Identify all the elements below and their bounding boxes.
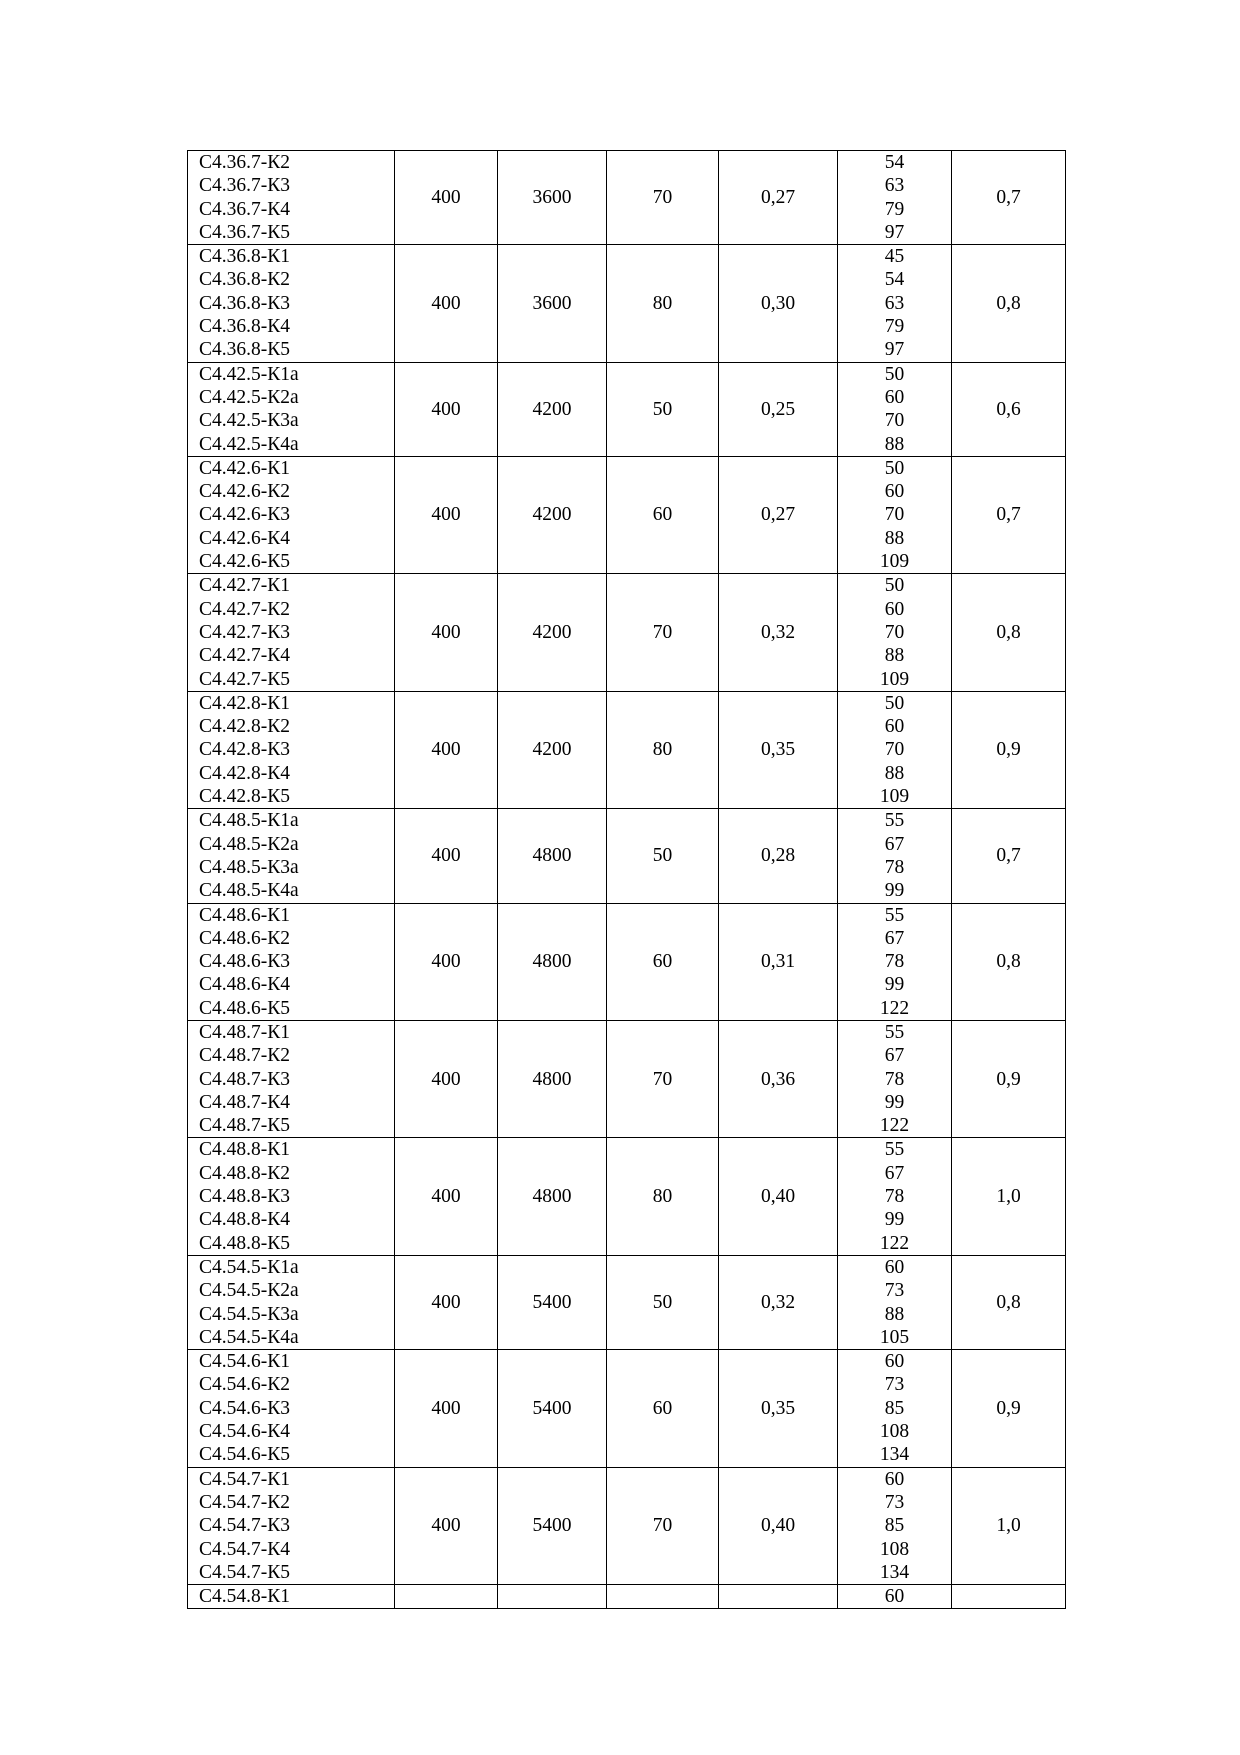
load-value: 73 — [884, 1491, 905, 1513]
cell-b: 4200 — [498, 362, 607, 456]
cell-a: 400 — [395, 903, 498, 1020]
load-value: 67 — [884, 1162, 905, 1184]
mark-code: С4.36.7-К4 — [199, 198, 291, 220]
cell-marks — [188, 1020, 395, 1137]
cell-d: 0,32 — [719, 574, 838, 691]
table-row — [188, 1350, 1066, 1467]
load-value: 55 — [884, 1021, 905, 1043]
cell-loads — [838, 456, 952, 573]
cell-marks — [188, 574, 395, 691]
cell-b: 5400 — [498, 1255, 607, 1349]
cell-loads — [838, 151, 952, 245]
table-row — [188, 903, 1066, 1020]
cell-a: 400 — [395, 809, 498, 903]
load-value: 108 — [879, 1421, 910, 1443]
mark-code: С4.42.5-К2а — [199, 386, 299, 408]
load-value: 99 — [884, 1209, 905, 1231]
cell-c: 80 — [607, 691, 719, 808]
load-value: 88 — [884, 433, 905, 455]
load-value: 73 — [884, 1280, 905, 1302]
cell-b — [498, 1585, 607, 1609]
load-value: 99 — [884, 1091, 905, 1113]
load-value: 134 — [879, 1561, 910, 1583]
cell-loads — [838, 1138, 952, 1255]
load-value: 70 — [884, 410, 905, 432]
cell-marks — [188, 362, 395, 456]
cell-d: 0,32 — [719, 1255, 838, 1349]
mark-code: С4.54.7-К5 — [199, 1561, 291, 1583]
load-value: 78 — [884, 951, 905, 973]
mark-code: С4.48.7-К3 — [199, 1068, 291, 1090]
load-value: 97 — [884, 221, 905, 243]
load-value: 60 — [884, 1468, 905, 1490]
load-value: 67 — [884, 1045, 905, 1067]
cell-a: 400 — [395, 1467, 498, 1584]
cell-a: 400 — [395, 691, 498, 808]
cell-loads — [838, 362, 952, 456]
cell-c: 50 — [607, 1255, 719, 1349]
load-value: 78 — [884, 1068, 905, 1090]
cell-c — [607, 1585, 719, 1609]
cell-f — [952, 1585, 1066, 1609]
cell-c: 80 — [607, 245, 719, 362]
table-row — [188, 1255, 1066, 1349]
mark-code: С4.48.6-К3 — [199, 951, 291, 973]
cell-loads — [838, 245, 952, 362]
cell-a: 400 — [395, 1020, 498, 1137]
cell-d — [719, 1585, 838, 1609]
load-value: 79 — [884, 316, 905, 338]
mark-code: С4.42.5-К1а — [199, 363, 299, 385]
mark-code: С4.48.5-К2а — [199, 833, 299, 855]
cell-d: 0,31 — [719, 903, 838, 1020]
mark-code: С4.42.7-К5 — [199, 668, 291, 690]
cell-loads — [838, 691, 952, 808]
cell-b: 4800 — [498, 1020, 607, 1137]
load-value: 99 — [884, 880, 905, 902]
cell-a: 400 — [395, 1138, 498, 1255]
cell-a: 400 — [395, 456, 498, 573]
load-value: 67 — [884, 833, 905, 855]
mark-code: С4.54.6-К4 — [199, 1421, 291, 1443]
mark-code: С4.36.8-К3 — [199, 292, 291, 314]
load-value: 45 — [884, 246, 905, 268]
table-row — [188, 456, 1066, 573]
mark-code: С4.48.6-К1 — [199, 904, 291, 926]
cell-c: 60 — [607, 1350, 719, 1467]
mark-code: С4.54.7-К4 — [199, 1538, 291, 1560]
cell-a: 400 — [395, 574, 498, 691]
cell-marks — [188, 1467, 395, 1584]
cell-f: 0,8 — [952, 1255, 1066, 1349]
load-value: 55 — [884, 904, 905, 926]
load-value: 54 — [884, 152, 905, 173]
mark-code: С4.48.8-К4 — [199, 1209, 291, 1231]
load-value: 109 — [879, 551, 910, 573]
cell-marks — [188, 809, 395, 903]
table-row — [188, 1138, 1066, 1255]
load-value: 105 — [879, 1326, 910, 1348]
table-row — [188, 245, 1066, 362]
cell-a: 400 — [395, 1255, 498, 1349]
cell-b: 3600 — [498, 245, 607, 362]
load-value: 78 — [884, 856, 905, 878]
mark-code: С4.36.8-К4 — [199, 316, 291, 338]
load-value: 109 — [879, 786, 910, 808]
mark-code: С4.42.6-К3 — [199, 504, 291, 526]
cell-d: 0,36 — [719, 1020, 838, 1137]
mark-code: С4.48.5-К1а — [199, 810, 299, 832]
mark-code: С4.54.7-К3 — [199, 1515, 291, 1537]
cell-b: 3600 — [498, 151, 607, 245]
cell-f: 1,0 — [952, 1467, 1066, 1584]
cell-f: 0,7 — [952, 151, 1066, 245]
cell-a: 400 — [395, 362, 498, 456]
load-value: 97 — [884, 339, 905, 361]
mark-code: С4.36.8-К1 — [199, 246, 291, 268]
mark-code: С4.42.7-К2 — [199, 598, 291, 620]
cell-a: 400 — [395, 151, 498, 245]
cell-c: 70 — [607, 1467, 719, 1584]
mark-code: С4.42.6-К2 — [199, 481, 291, 503]
load-value: 79 — [884, 198, 905, 220]
mark-code: С4.48.7-К2 — [199, 1045, 291, 1067]
load-value: 85 — [884, 1397, 905, 1419]
load-value: 109 — [879, 668, 910, 690]
load-value: 85 — [884, 1515, 905, 1537]
mark-code: С4.42.8-К3 — [199, 739, 291, 761]
cell-loads — [838, 809, 952, 903]
load-value: 50 — [884, 575, 905, 597]
load-value: 73 — [884, 1374, 905, 1396]
cell-c: 80 — [607, 1138, 719, 1255]
cell-f: 0,8 — [952, 574, 1066, 691]
mark-code: С4.48.7-К5 — [199, 1115, 291, 1137]
mark-code: С4.54.5-К3а — [199, 1303, 299, 1325]
load-value: 60 — [884, 598, 905, 620]
cell-loads — [838, 1585, 952, 1609]
mark-code: С4.48.8-К1 — [199, 1139, 291, 1161]
mark-code: С4.54.6-К2 — [199, 1374, 291, 1396]
mark-code: С4.54.6-К3 — [199, 1397, 291, 1419]
load-value: 60 — [884, 1256, 905, 1278]
cell-f: 0,8 — [952, 903, 1066, 1020]
load-value: 88 — [884, 645, 905, 667]
mark-code: С4.48.6-К5 — [199, 997, 291, 1019]
load-value: 60 — [884, 716, 905, 738]
mark-code: С4.36.7-К2 — [199, 152, 291, 173]
cell-f: 0,8 — [952, 245, 1066, 362]
load-value: 50 — [884, 692, 905, 714]
load-value: 60 — [884, 386, 905, 408]
cell-loads — [838, 1020, 952, 1137]
mark-code: С4.48.7-К4 — [199, 1091, 291, 1113]
mark-code: С4.48.8-К3 — [199, 1186, 291, 1208]
cell-f: 0,6 — [952, 362, 1066, 456]
mark-code: С4.54.6-К5 — [199, 1444, 291, 1466]
load-value: 63 — [884, 175, 905, 197]
mark-code: С4.54.7-К2 — [199, 1491, 291, 1513]
mark-code: С4.42.8-К4 — [199, 762, 291, 784]
mark-code: С4.48.5-К4а — [199, 880, 299, 902]
cell-c: 50 — [607, 809, 719, 903]
cell-f: 0,9 — [952, 1020, 1066, 1137]
cell-a: 400 — [395, 1350, 498, 1467]
load-value: 134 — [879, 1444, 910, 1466]
mark-code: С4.48.6-К4 — [199, 974, 291, 996]
load-value: 70 — [884, 739, 905, 761]
mark-code: С4.48.8-К2 — [199, 1162, 291, 1184]
load-value: 70 — [884, 621, 905, 643]
load-value: 50 — [884, 363, 905, 385]
cell-c: 60 — [607, 903, 719, 1020]
mark-code: С4.48.5-К3а — [199, 856, 299, 878]
document-page — [187, 150, 1065, 1609]
cell-f: 0,7 — [952, 456, 1066, 573]
cell-d: 0,40 — [719, 1467, 838, 1584]
mark-code: С4.42.5-К4а — [199, 433, 299, 455]
cell-d: 0,30 — [719, 245, 838, 362]
table-row — [188, 151, 1066, 245]
mark-code: С4.42.6-К4 — [199, 527, 291, 549]
cell-c: 50 — [607, 362, 719, 456]
mark-code: С4.54.6-К1 — [199, 1351, 291, 1373]
cell-d: 0,27 — [719, 151, 838, 245]
cell-marks — [188, 151, 395, 245]
cell-loads — [838, 903, 952, 1020]
mark-code: С4.42.7-К1 — [199, 575, 291, 597]
cell-marks — [188, 456, 395, 573]
mark-code: С4.48.7-К1 — [199, 1021, 291, 1043]
cell-d: 0,35 — [719, 691, 838, 808]
load-value: 122 — [879, 1232, 910, 1254]
mark-code: С4.36.7-К3 — [199, 175, 291, 197]
load-value: 108 — [879, 1538, 910, 1560]
table-row — [188, 1467, 1066, 1584]
cell-b: 4800 — [498, 1138, 607, 1255]
mark-code: С4.42.6-К5 — [199, 551, 291, 573]
cell-marks — [188, 691, 395, 808]
cell-c: 70 — [607, 574, 719, 691]
mark-code: С4.54.5-К2а — [199, 1280, 299, 1302]
load-value: 122 — [879, 1115, 910, 1137]
cell-d: 0,40 — [719, 1138, 838, 1255]
table-row — [188, 1585, 1066, 1609]
mark-code: С4.54.7-К1 — [199, 1468, 291, 1490]
cell-marks — [188, 1585, 395, 1609]
load-value: 70 — [884, 504, 905, 526]
mark-code: С4.42.7-К3 — [199, 621, 291, 643]
cell-loads — [838, 1467, 952, 1584]
mark-code: С4.42.8-К2 — [199, 716, 291, 738]
load-value: 55 — [884, 1139, 905, 1161]
mark-code: С4.54.5-К1а — [199, 1256, 299, 1278]
cell-marks — [188, 1350, 395, 1467]
cell-marks — [188, 1138, 395, 1255]
cell-b: 4800 — [498, 903, 607, 1020]
mark-code: С4.42.5-К3а — [199, 410, 299, 432]
mark-code: С4.36.7-К5 — [199, 221, 291, 243]
cell-a: 400 — [395, 245, 498, 362]
cell-b: 4800 — [498, 809, 607, 903]
load-value: 122 — [879, 997, 910, 1019]
mark-code: С4.48.6-К2 — [199, 927, 291, 949]
load-value: 54 — [884, 269, 905, 291]
load-value: 60 — [884, 1351, 905, 1373]
cell-loads — [838, 1255, 952, 1349]
cell-b: 4200 — [498, 574, 607, 691]
load-value: 60 — [884, 1586, 905, 1608]
cell-c: 70 — [607, 151, 719, 245]
mark-code: С4.54.5-К4а — [199, 1326, 299, 1348]
load-value: 99 — [884, 974, 905, 996]
cell-f: 0,9 — [952, 1350, 1066, 1467]
table-row — [188, 809, 1066, 903]
mark-code: С4.48.8-К5 — [199, 1232, 291, 1254]
cell-f: 0,7 — [952, 809, 1066, 903]
mark-code: С4.36.8-К5 — [199, 339, 291, 361]
cell-marks — [188, 1255, 395, 1349]
table-row — [188, 574, 1066, 691]
mark-code: С4.36.8-К2 — [199, 269, 291, 291]
cell-f: 0,9 — [952, 691, 1066, 808]
mark-code: С4.42.7-К4 — [199, 645, 291, 667]
cell-b: 5400 — [498, 1350, 607, 1467]
cell-b: 4200 — [498, 691, 607, 808]
cell-loads — [838, 574, 952, 691]
load-value: 78 — [884, 1186, 905, 1208]
cell-f: 1,0 — [952, 1138, 1066, 1255]
cell-c: 60 — [607, 456, 719, 573]
load-value: 88 — [884, 762, 905, 784]
cell-marks — [188, 903, 395, 1020]
load-value: 60 — [884, 481, 905, 503]
cell-b: 5400 — [498, 1467, 607, 1584]
table-body — [188, 151, 1066, 1609]
cell-b: 4200 — [498, 456, 607, 573]
mark-code: С4.42.6-К1 — [199, 457, 291, 479]
table-row — [188, 1020, 1066, 1137]
cell-loads — [838, 1350, 952, 1467]
specification-table — [187, 150, 1066, 1609]
load-value: 88 — [884, 527, 905, 549]
cell-marks — [188, 245, 395, 362]
cell-d: 0,35 — [719, 1350, 838, 1467]
cell-d: 0,27 — [719, 456, 838, 573]
mark-code: С4.54.8-К1 — [199, 1586, 291, 1608]
table-row — [188, 691, 1066, 808]
load-value: 88 — [884, 1303, 905, 1325]
mark-code: С4.42.8-К1 — [199, 692, 291, 714]
load-value: 63 — [884, 292, 905, 314]
cell-c: 70 — [607, 1020, 719, 1137]
load-value: 67 — [884, 927, 905, 949]
table-row — [188, 362, 1066, 456]
cell-d: 0,25 — [719, 362, 838, 456]
cell-a — [395, 1585, 498, 1609]
cell-d: 0,28 — [719, 809, 838, 903]
mark-code: С4.42.8-К5 — [199, 786, 291, 808]
load-value: 55 — [884, 810, 905, 832]
load-value: 50 — [884, 457, 905, 479]
